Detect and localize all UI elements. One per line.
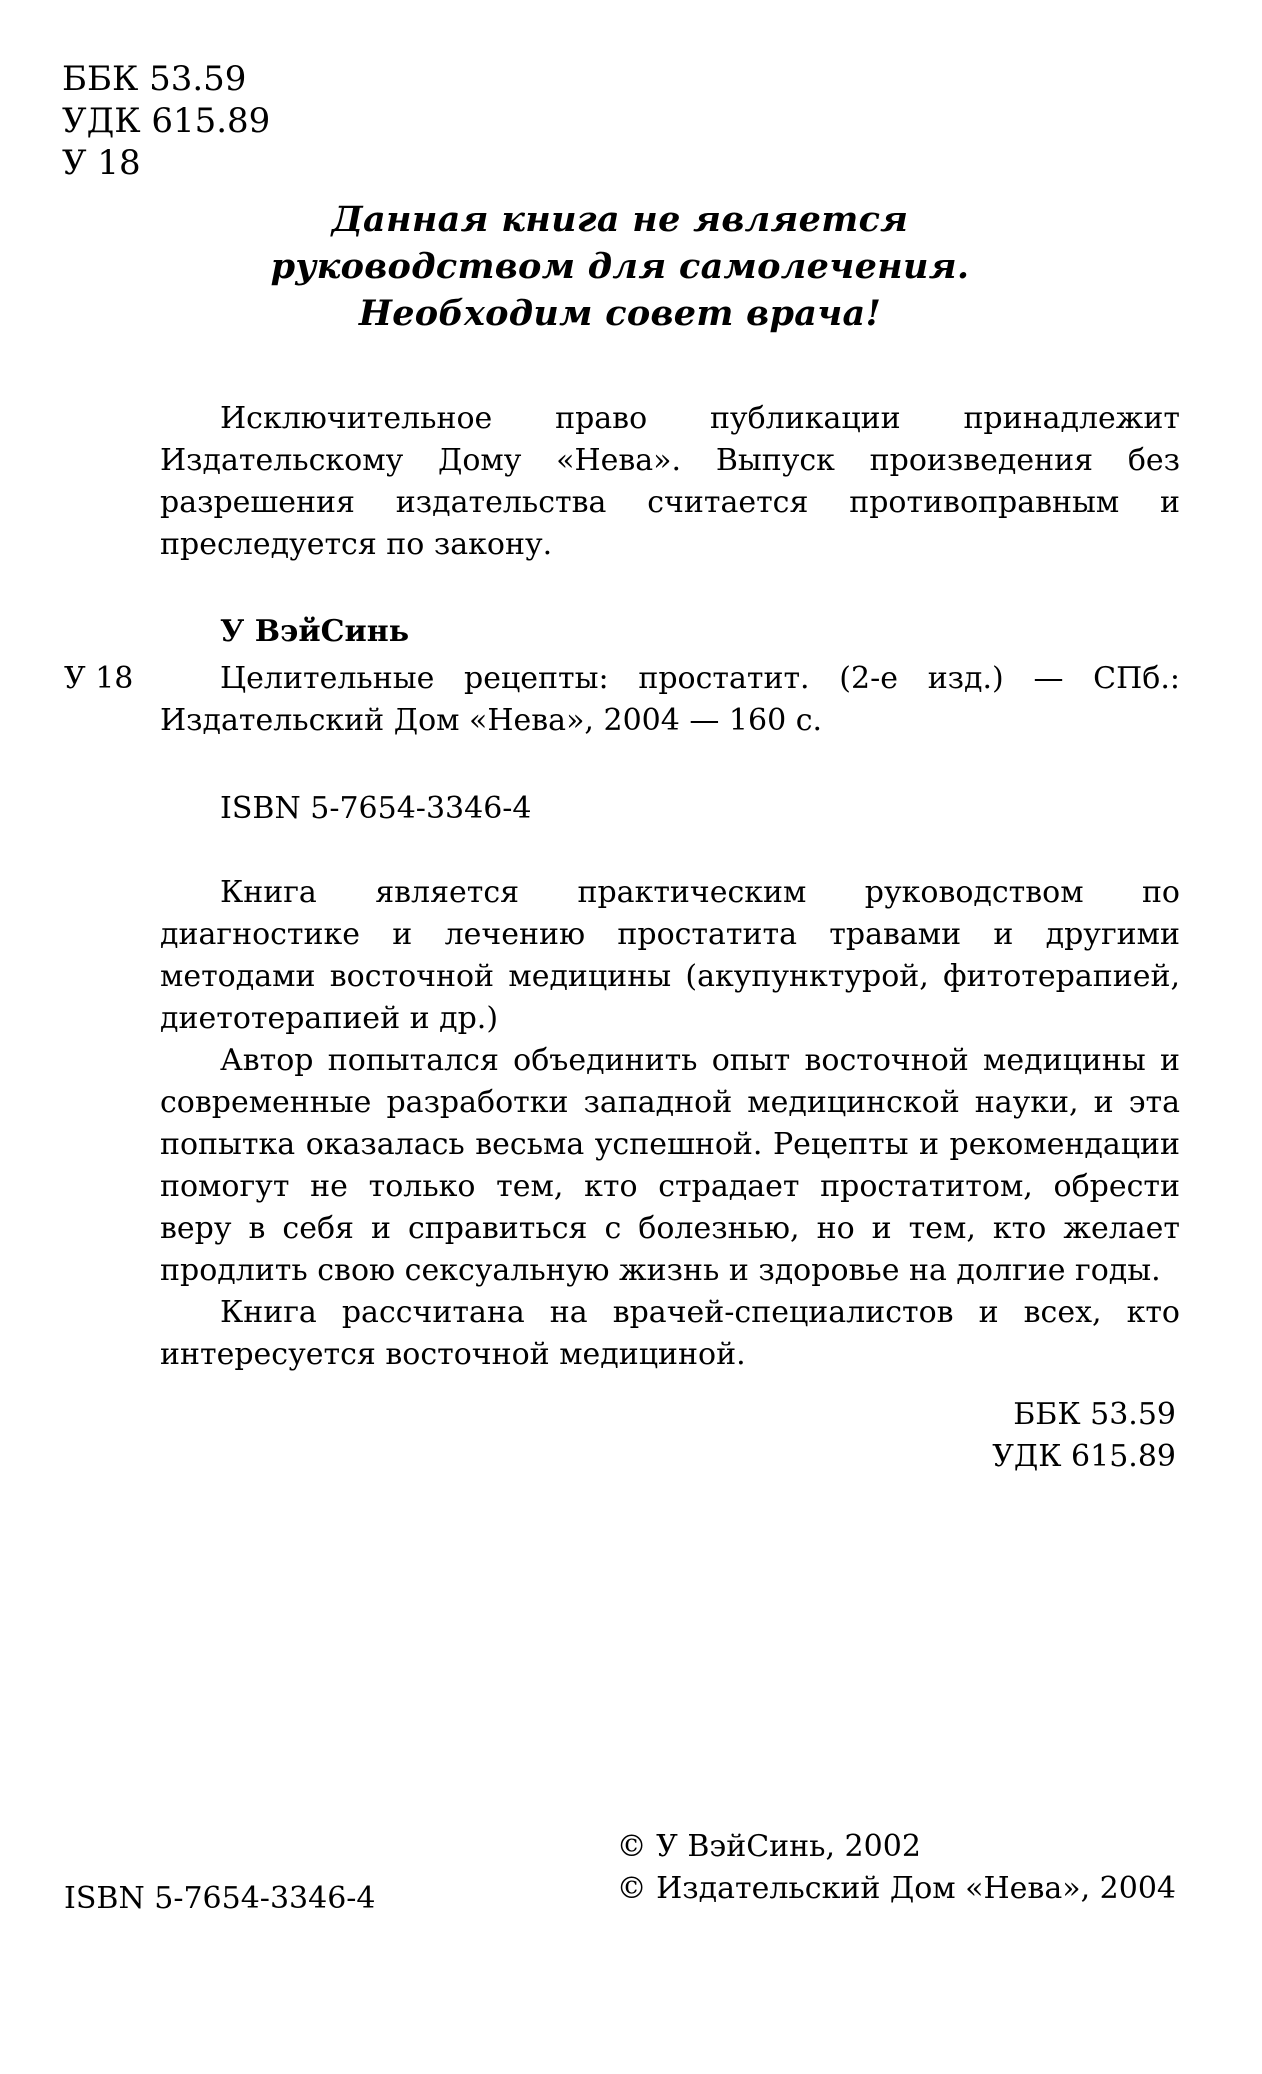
abstract-paragraph-2: Автор попытался объединить опыт восточной медицины и современные разработки западной медицинской науки, и эта попытка оказалась весьма успешной. Рецепты и рекомендации помогут не только тем, кто страдает простатитом, обрести веру в себя и справиться с болезнью, но и тем, кто желает продлить свою сексуальную жизнь и здоровье на долгие годы.	[160, 1043, 1180, 1288]
bbk-code: ББК 53.59	[62, 59, 247, 99]
copyright-publisher: © Издательский Дом «Нева», 2004	[616, 1871, 1176, 1906]
abstract	[160, 872, 1180, 1376]
bibliographic-citation: Целительные рецепты: простатит. (2-е изд.) — СПб.: Издательский Дом «Нева», 2004 — 160 с.	[160, 661, 1180, 738]
classification-bottom	[992, 1394, 1176, 1478]
citation-code: У 18	[64, 661, 134, 696]
rights-notice: Исключительное право публикации принадлежит Издательскому Дому «Нева». Выпуск произведения без разрешения издательства считается противоправным и преследуется по закону.	[160, 401, 1180, 562]
author-name: У ВэйСинь	[220, 614, 410, 649]
copyright-block	[617, 1826, 1176, 1910]
warning-line-2: руководством для самолечения.	[270, 246, 970, 287]
copyright-author: © У ВэйСинь, 2002	[616, 1829, 921, 1864]
isbn-footer: ISBN 5-7654-3346-4	[64, 1881, 376, 1916]
medical-warning	[150, 196, 1090, 337]
warning-line-1: Данная книга не является	[331, 199, 909, 240]
udk-code: УДК 615.89	[62, 101, 271, 141]
abstract-paragraph-1: Книга является практическим руководством по диагностике и лечению простатита травами и другими методами восточной медицины (акупунктурой, фитотерапией, диетотерапией и др.)	[160, 875, 1180, 1036]
abstract-paragraph-3: Книга рассчитана на врачей-специалистов и всех, кто интересуется восточной медициной.	[160, 1295, 1180, 1372]
udk-code-bottom: УДК 615.89	[992, 1439, 1176, 1474]
bbk-code-bottom: ББК 53.59	[1013, 1397, 1176, 1432]
isbn-line: ISBN 5-7654-3346-4	[220, 791, 532, 826]
warning-line-3: Необходим совет врача!	[358, 293, 882, 334]
author-sign: У 18	[62, 143, 141, 183]
classification-block	[62, 58, 270, 184]
